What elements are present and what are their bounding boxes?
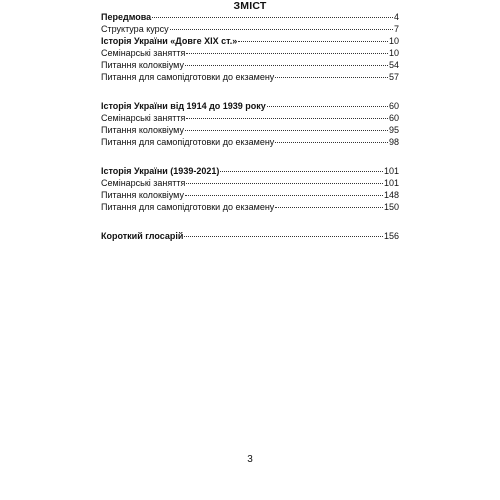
section-spacer xyxy=(101,213,399,230)
toc-leader xyxy=(152,17,393,18)
toc-entry-page: 54 xyxy=(388,60,399,70)
toc-entry-page: 4 xyxy=(393,12,399,22)
toc-entry-page: 101 xyxy=(383,178,399,188)
toc-leader xyxy=(185,130,388,131)
toc-entry-label: Історія України (1939-2021) xyxy=(101,166,220,176)
toc-entry-exam-prep[interactable] xyxy=(101,136,399,148)
toc-leader xyxy=(275,77,388,78)
toc-entry-colloquium[interactable] xyxy=(101,124,399,136)
toc-entry-page: 101 xyxy=(383,166,399,176)
toc-entry-label: Питання колоквіуму xyxy=(101,60,184,70)
page-number: 3 xyxy=(247,454,253,465)
toc-entry-label: Короткий глосарій xyxy=(101,231,184,241)
toc-entry-page: 60 xyxy=(388,101,399,111)
toc-entry-label: Питання колоквіуму xyxy=(101,125,184,135)
toc-entry-label: Семінарські заняття xyxy=(101,48,186,58)
toc-entry-label: Питання для самопідготовки до екзамену xyxy=(101,202,275,212)
toc-entry-exam-prep[interactable] xyxy=(101,71,399,83)
toc-entry-page: 156 xyxy=(383,231,399,241)
toc-entry-seminars[interactable] xyxy=(101,47,399,59)
toc-entry-long-19th-century[interactable] xyxy=(101,35,399,47)
toc-entry-page: 95 xyxy=(388,125,399,135)
toc-entry-label: Питання для самопідготовки до екзамену xyxy=(101,137,275,147)
toc-leader xyxy=(185,65,388,66)
toc-entry-glossary[interactable] xyxy=(101,230,399,242)
toc-entry-course-structure[interactable] xyxy=(101,23,399,35)
toc-leader xyxy=(275,142,388,143)
table-of-contents xyxy=(101,11,399,242)
toc-entry-label: Семінарські заняття xyxy=(101,178,186,188)
section-spacer xyxy=(101,83,399,100)
toc-entry-label: Питання для самопідготовки до екзамену xyxy=(101,72,275,82)
section-spacer xyxy=(101,148,399,165)
toc-leader xyxy=(184,236,383,237)
toc-entry-label: Історія України від 1914 до 1939 року xyxy=(101,101,266,111)
toc-entry-label: Передмова xyxy=(101,12,152,22)
page-title: ЗМІСТ xyxy=(233,0,267,12)
toc-entry-page: 57 xyxy=(388,72,399,82)
toc-entry-label: Семінарські заняття xyxy=(101,113,186,123)
toc-entry-seminars[interactable] xyxy=(101,112,399,124)
toc-entry-page: 10 xyxy=(388,48,399,58)
toc-entry-1914-1939[interactable] xyxy=(101,100,399,112)
toc-entry-colloquium[interactable] xyxy=(101,59,399,71)
toc-entry-page: 150 xyxy=(383,202,399,212)
toc-leader xyxy=(185,195,383,196)
toc-leader xyxy=(186,53,388,54)
toc-entry-page: 148 xyxy=(383,190,399,200)
toc-entry-page: 98 xyxy=(388,137,399,147)
toc-entry-preface[interactable] xyxy=(101,11,399,23)
toc-leader xyxy=(186,183,383,184)
toc-leader xyxy=(267,106,388,107)
toc-leader xyxy=(238,41,388,42)
toc-leader xyxy=(220,171,383,172)
toc-entry-colloquium[interactable] xyxy=(101,189,399,201)
toc-entry-label: Питання колоквіуму xyxy=(101,190,184,200)
toc-entry-1939-2021[interactable] xyxy=(101,165,399,177)
toc-entry-label: Структура курсу xyxy=(101,24,169,34)
toc-entry-page: 10 xyxy=(388,36,399,46)
toc-entry-page: 7 xyxy=(393,24,399,34)
toc-entry-label: Історія України «Довге ХІХ ст.» xyxy=(101,36,238,46)
toc-leader xyxy=(170,29,393,30)
toc-leader xyxy=(275,207,383,208)
toc-entry-exam-prep[interactable] xyxy=(101,201,399,213)
toc-entry-seminars[interactable] xyxy=(101,177,399,189)
toc-entry-page: 60 xyxy=(388,113,399,123)
toc-leader xyxy=(186,118,388,119)
